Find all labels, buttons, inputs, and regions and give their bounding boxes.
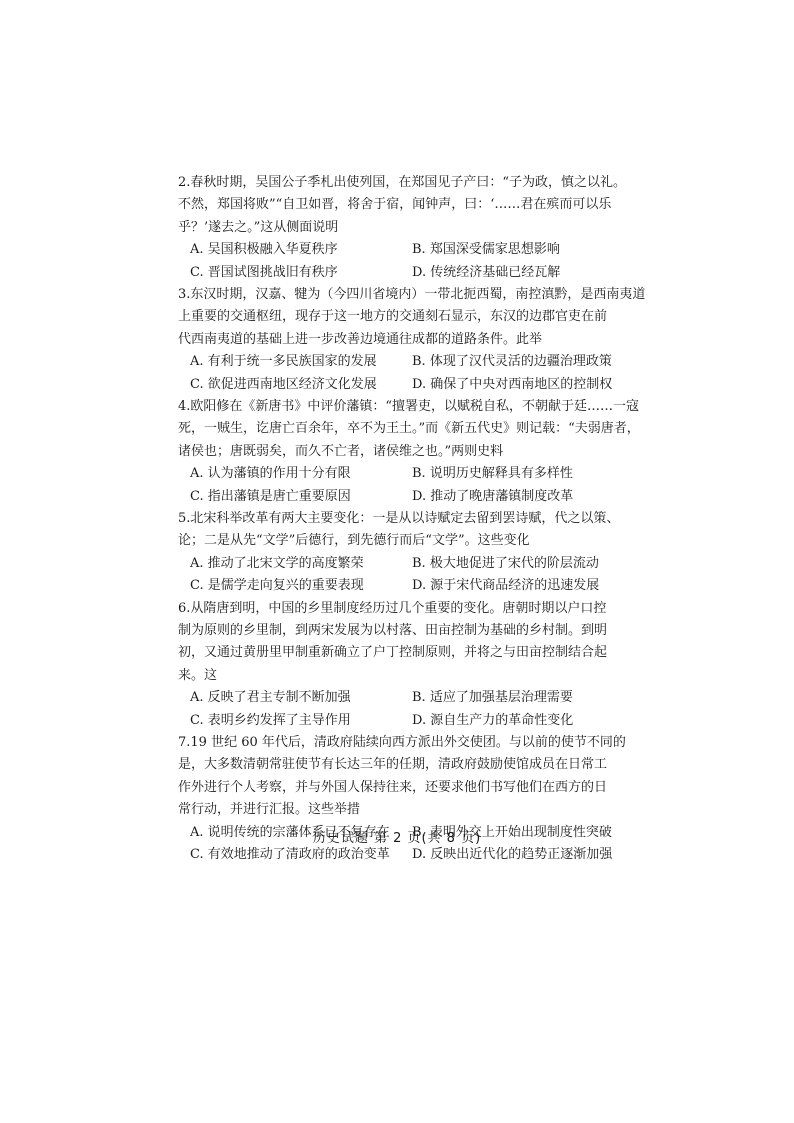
question-block: [178, 508, 618, 598]
answer-option: D. 推动了晚唐藩镇制度改革: [412, 488, 574, 504]
question-block: [178, 172, 627, 284]
question-stem: [178, 172, 627, 239]
question-text-line: 5.北宋科举改革有两大主要变化：一是从以诗赋定去留到罢诗赋，代之以策、: [178, 511, 620, 526]
answer-option: C. 有效地推动了清政府的政治变革: [190, 847, 390, 863]
question-text-line: 代西南夷道的基础上进一步改善边境通往成都的道路条件。此举: [178, 331, 543, 347]
question-stem: [178, 396, 640, 463]
question-text-line: 诸侯也；唐既弱矣，而久不亡者，诸侯维之也。”两则史料: [178, 443, 504, 459]
question-text-line: 是，大多数清朝常驻使节有长达三年的任期，清政府鼓励使馆成员在日常工: [178, 757, 608, 773]
options-row: [178, 351, 618, 373]
answer-option: C. 是儒学走向复兴的重要表现: [190, 578, 364, 594]
question-stem: [178, 598, 618, 688]
question-block: [178, 396, 640, 508]
answer-option: A. 认为藩镇的作用十分有限: [190, 466, 351, 482]
options-row: [178, 262, 618, 284]
answer-option: C. 指出藩镇是唐亡重要原因: [190, 488, 351, 504]
answer-option: B. 说明历史解释具有多样性: [412, 466, 573, 482]
options-row: [178, 239, 618, 261]
question-text-line: 制为原则的乡里制，到两宋发展为以村落、田亩控制为基础的乡村制。到明: [178, 623, 608, 638]
options-row: [178, 687, 618, 709]
question-text-line: 6.从隋唐到明，中国的乡里制度经历过几个重要的变化。唐朝时期以户口控: [178, 600, 607, 616]
answer-option: C. 晋国试图挑战旧有秩序: [190, 264, 338, 280]
answer-option: A. 有利于统一多民族国家的发展: [190, 354, 377, 370]
answer-option: B. 适应了加强基层治理需要: [412, 690, 573, 706]
answer-option: B. 表明外交上开始出现制度性突破: [412, 824, 612, 840]
question-block: [178, 284, 646, 396]
question-text-line: 上重要的交通枢纽，现存于这一地方的交通刻石显示，东汉的边郡官吏在前: [178, 309, 608, 325]
question-text-line: 3.东汉时期，汉嘉、犍为（今四川省境内）一带北扼西蜀，南控滇黔，是西南夷道: [178, 287, 646, 302]
options-row: [178, 710, 618, 732]
question-list: [178, 172, 646, 866]
question-text-line: 作外进行个人考察，并与外国人保持往来，还要求他们书写他们在西方的日: [178, 779, 608, 795]
answer-option: B. 郑国深受儒家思想影响: [412, 242, 560, 258]
answer-option: D. 确保了中央对西南地区的控制权: [412, 376, 613, 392]
answer-option: A. 吴国积极融入华夏秩序: [190, 242, 338, 258]
question-text-line: 2.春秋时期，吴国公子季札出使列国，在郑国见子产曰：“子为政，慎之以礼。: [178, 175, 627, 190]
answer-option: A. 推动了北宋文学的高度繁荣: [190, 555, 364, 571]
question-stem: [178, 732, 626, 822]
question-block: [178, 598, 618, 732]
question-text-line: 来。这: [178, 667, 218, 683]
question-stem: [178, 508, 618, 553]
question-text-line: 初，又通过黄册里甲制重新确立了户丁控制原则，并将之与田亩控制结合起: [178, 645, 608, 661]
question-stem: [178, 284, 646, 351]
question-block: [178, 732, 626, 866]
answer-option: C. 欲促进西南地区经济文化发展: [190, 376, 377, 392]
answer-option: D. 传统经济基础已经瓦解: [412, 264, 561, 280]
answer-option: B. 体现了汉代灵活的边疆治理政策: [412, 354, 612, 370]
answer-option: D. 反映出近代化的趋势正逐渐加强: [412, 847, 613, 863]
options-row: [178, 486, 618, 508]
page-footer: 历史试题 第 2 页(共 8 页): [312, 831, 482, 846]
options-row: [178, 553, 618, 575]
answer-option: D. 源于宋代商品经济的迅速发展: [412, 578, 600, 594]
question-text-line: 7.19 世纪 60 年代后，清政府陆续向西方派出外交使团。与以前的使节不同的: [178, 735, 626, 750]
answer-option: A. 反映了君主专制不断加强: [190, 690, 351, 706]
question-text-line: 不然，郑国将败”“自卫如晋，将舍于宿，闻钟声，曰：‘……君在殡而可以乐: [178, 197, 612, 213]
question-text-line: 4.欧阳修在《新唐书》中评价藩镇：“擅署吏，以赋税自私，不朝献于廷……一寇: [178, 399, 640, 414]
question-text-line: 论；二是从先“文学”后德行，到先德行而后“文学”。这些变化: [178, 533, 530, 549]
options-row: [178, 575, 618, 597]
options-row: [178, 463, 618, 485]
question-text-line: 常行动，并进行汇报。这些举措: [178, 802, 361, 818]
answer-option: C. 表明乡约发挥了主导作用: [190, 712, 351, 728]
question-text-line: 乎？’遂去之。”这从侧面说明: [178, 219, 339, 235]
options-row: [178, 374, 618, 396]
answer-option: D. 源自生产力的革命性变化: [412, 712, 574, 728]
answer-option: A. 说明传统的宗藩体系已不复存在: [190, 824, 390, 840]
options-row: [178, 844, 618, 866]
answer-option: B. 极大地促进了宋代的阶层流动: [412, 555, 599, 571]
question-text-line: 死，一贼生，讫唐亡百余年，卒不为王土。”而《新五代史》则记载：“夫弱唐者，: [178, 421, 640, 437]
